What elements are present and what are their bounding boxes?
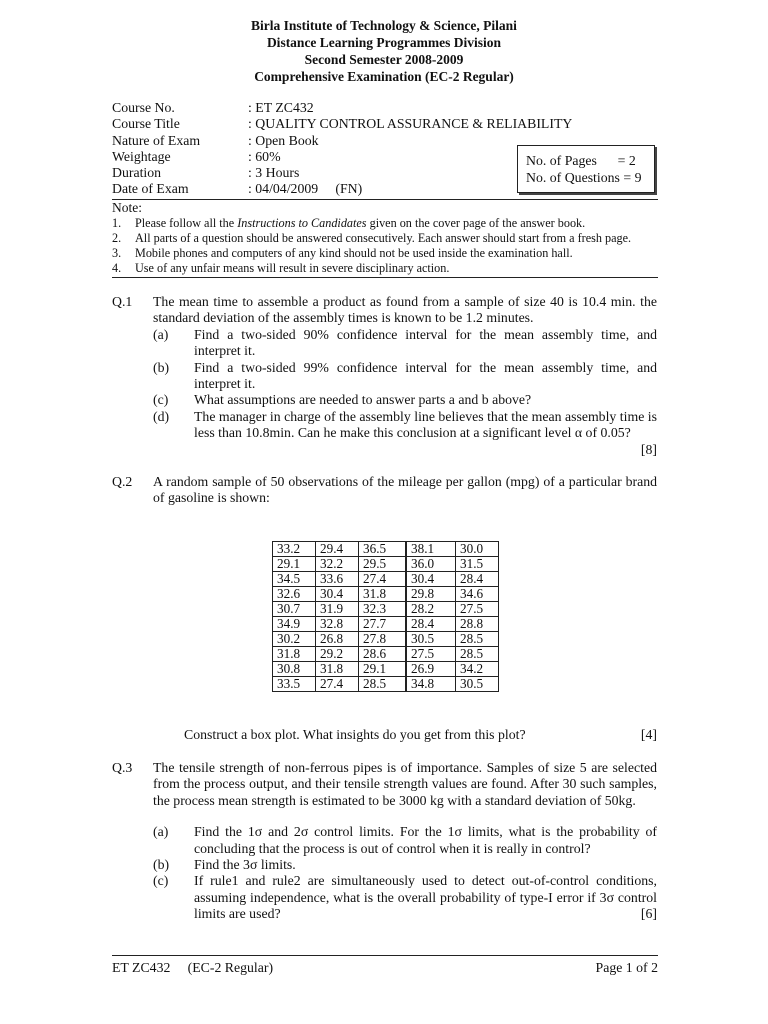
- exam-header: [0, 17, 768, 85]
- question-text: The mean time to assemble a product as found from a sample of size 40 is 10.4 min. the standard deviation of the assembly times is known to be 1.2 minutes.: [153, 294, 657, 326]
- part-label: (c): [153, 392, 169, 408]
- part-text: [194, 873, 657, 922]
- question-part: [153, 409, 657, 442]
- table-cell: 28.8: [456, 617, 499, 632]
- info-label: Weightage: [112, 148, 171, 164]
- info-label: Duration: [112, 165, 162, 181]
- table-cell: 38.1: [406, 542, 456, 557]
- marks: [4]: [640, 727, 657, 742]
- division-name: Distance Learning Programmes Division: [266, 35, 502, 50]
- part-text: The manager in charge of the assembly line believes that the mean assembly time is less than 10.8min. Can he make this conclusion at a significant level α of 0.05?: [194, 408, 657, 441]
- note-number: 3.: [112, 246, 122, 260]
- table-row: [273, 602, 499, 617]
- table-cell: 30.2: [273, 632, 316, 647]
- questions-count: No. of Questions = 9: [526, 169, 642, 185]
- task-row: [112, 727, 657, 743]
- info-row: [112, 116, 572, 132]
- table-cell: 28.5: [456, 632, 499, 647]
- info-label: Course Title: [112, 116, 180, 132]
- table-cell: 32.8: [316, 617, 359, 632]
- question-stem: [112, 294, 657, 327]
- note-item: [112, 216, 658, 231]
- table-cell: 33.2: [273, 542, 316, 557]
- note-text-italic: Instructions to Candidates: [237, 216, 367, 230]
- table-cell: 27.4: [359, 572, 407, 587]
- part-text: What assumptions are needed to answer parts a and b above?: [194, 392, 532, 408]
- table-cell: 34.2: [456, 662, 499, 677]
- note-text: Use of any unfair means will result in severe disciplinary action.: [135, 261, 450, 275]
- question-number: Q.3: [112, 760, 133, 775]
- table-row: [273, 677, 499, 692]
- question-1: [112, 294, 657, 458]
- table-cell: 33.5: [273, 677, 316, 692]
- info-row: [112, 181, 572, 197]
- question-stem: [112, 474, 657, 507]
- mpg-data-table: [272, 541, 499, 692]
- table-cell: 31.9: [316, 602, 359, 617]
- table-cell: 28.4: [456, 572, 499, 587]
- table-cell: 29.1: [359, 662, 407, 677]
- table-cell: 27.5: [406, 647, 456, 662]
- pages-count-box: [517, 145, 655, 193]
- note-number: 1.: [112, 216, 122, 230]
- part-label: (b): [153, 359, 170, 375]
- table-cell: 32.2: [316, 557, 359, 572]
- info-value: : 04/04/2009 (FN): [248, 181, 363, 197]
- question-stem: [112, 760, 657, 809]
- question-text: A random sample of 50 observations of the mileage per gallon (mpg) of a particular brand of gasoline is shown:: [153, 474, 657, 506]
- table-cell: 30.7: [273, 602, 316, 617]
- page-footer: [112, 955, 658, 976]
- semester: Second Semester 2008-2009: [304, 52, 464, 67]
- table-cell: 27.7: [359, 617, 407, 632]
- question-part: [153, 327, 657, 360]
- table-cell: 34.5: [273, 572, 316, 587]
- table-cell: 26.8: [316, 632, 359, 647]
- note-text-pre: Please follow all the: [135, 216, 238, 230]
- note-section: [112, 199, 658, 278]
- part-text: Find a two-sided 99% confidence interval for the mean assembly time, and interpret it.: [194, 359, 657, 392]
- course-info: [112, 100, 572, 198]
- question-text: The tensile strength of non-ferrous pipes is of importance. Samples of size 5 are selected from the process output, and their tensile strength values are found. After 30 such samples, the process mean strength is estimated to be 3000 kg with a standard deviation of 50kg.: [153, 760, 657, 808]
- note-item: [112, 261, 658, 276]
- question-part: [153, 873, 657, 922]
- part-text-content: If rule1 and rule2 are simultaneously used to detect out-of-control conditions, assuming independence, what is the overall probability of type-I error if 3σ control limits are used?: [194, 873, 657, 922]
- note-number: 2.: [112, 231, 122, 245]
- question-2: [112, 474, 657, 507]
- table-cell: 30.8: [273, 662, 316, 677]
- table-row: [273, 557, 499, 572]
- table-cell: 31.5: [456, 557, 499, 572]
- page-number: Page 1 of 2: [595, 960, 658, 975]
- part-text: Find a two-sided 90% confidence interval for the mean assembly time, and interpret it.: [194, 326, 657, 359]
- table-cell: 29.1: [273, 557, 316, 572]
- note-item: [112, 246, 658, 261]
- table-cell: 30.4: [316, 587, 359, 602]
- table-cell: 28.2: [406, 602, 456, 617]
- info-value: : 3 Hours: [248, 165, 300, 181]
- table-cell: 30.0: [456, 542, 499, 557]
- table-cell: 32.6: [273, 587, 316, 602]
- footer-course: ET ZC432 (EC-2 Regular): [112, 960, 274, 975]
- table-cell: 29.4: [316, 542, 359, 557]
- note-number: 4.: [112, 261, 122, 275]
- question-part: [153, 824, 657, 857]
- note-item: [112, 231, 658, 246]
- table-cell: 29.8: [406, 587, 456, 602]
- info-label: Nature of Exam: [112, 132, 201, 148]
- part-label: (a): [153, 824, 169, 840]
- table-cell: 31.8: [273, 647, 316, 662]
- table-cell: 31.8: [316, 662, 359, 677]
- table-cell: 28.5: [359, 677, 407, 692]
- question-part: [153, 857, 657, 873]
- table-cell: 28.6: [359, 647, 407, 662]
- table-cell: 27.8: [359, 632, 407, 647]
- info-label: Date of Exam: [112, 181, 189, 197]
- part-text: Find the 1σ and 2σ control limits. For the 1σ limits, what is the probability of concluding that the process is out of control when it is really in control?: [194, 824, 657, 856]
- part-label: (b): [153, 857, 170, 873]
- table-cell: 33.6: [316, 572, 359, 587]
- table-cell: 26.9: [406, 662, 456, 677]
- table-cell: 30.4: [406, 572, 456, 587]
- info-row: [112, 133, 572, 149]
- table-cell: 32.3: [359, 602, 407, 617]
- info-row: [112, 100, 572, 116]
- table-cell: 27.4: [316, 677, 359, 692]
- info-value: : Open Book: [248, 132, 319, 148]
- info-value: : ET ZC432: [248, 100, 314, 115]
- table-cell: 34.9: [273, 617, 316, 632]
- question-part: [153, 392, 657, 408]
- table-cell: 28.5: [456, 647, 499, 662]
- table-cell: 34.6: [456, 587, 499, 602]
- note-text: All parts of a question should be answered consecutively. Each answer should start from a fresh page.: [135, 231, 632, 245]
- table-cell: 36.5: [359, 542, 407, 557]
- info-value: : QUALITY CONTROL ASSURANCE & RELIABILITY: [248, 116, 573, 132]
- question-3: [112, 760, 657, 923]
- table-cell: 28.4: [406, 617, 456, 632]
- question-part: [153, 360, 657, 393]
- pages-count: No. of Pages = 2: [526, 153, 636, 168]
- table-cell: 30.5: [406, 632, 456, 647]
- question-number: Q.2: [112, 474, 133, 489]
- marks: [8]: [640, 441, 657, 457]
- institute-name: Birla Institute of Technology & Science, Pilani: [251, 18, 517, 33]
- info-value: : 60%: [248, 148, 281, 164]
- table-row: [273, 617, 499, 632]
- marks: [6]: [640, 906, 657, 922]
- part-label: (d): [153, 408, 170, 424]
- note-title: Note:: [112, 199, 658, 216]
- note-divider: [112, 277, 658, 278]
- part-label: (c): [153, 873, 169, 889]
- spacer: [112, 809, 657, 824]
- mpg-table-body: [273, 542, 499, 692]
- info-row: [112, 149, 572, 165]
- table-cell: 36.0: [406, 557, 456, 572]
- part-label: (a): [153, 326, 169, 342]
- table-row: [273, 542, 499, 557]
- table-cell: 29.2: [316, 647, 359, 662]
- part-text: Find the 3σ limits.: [194, 857, 296, 873]
- question-number: Q.1: [112, 294, 133, 309]
- table-row: [273, 632, 499, 647]
- task-text: Construct a box plot. What insights do you get from this plot?: [184, 727, 526, 742]
- table-cell: 27.5: [456, 602, 499, 617]
- table-row: [273, 647, 499, 662]
- table-row: [273, 587, 499, 602]
- table-row: [273, 662, 499, 677]
- table-row: [273, 572, 499, 587]
- table-cell: 30.5: [456, 677, 499, 692]
- exam-title: Comprehensive Examination (EC-2 Regular): [254, 69, 514, 84]
- table-cell: 29.5: [359, 557, 407, 572]
- note-text: Mobile phones and computers of any kind should not be used inside the examination hall.: [135, 246, 573, 260]
- table-cell: 34.8: [406, 677, 456, 692]
- note-text: [135, 216, 585, 231]
- info-label: Course No.: [112, 100, 175, 115]
- table-cell: 31.8: [359, 587, 407, 602]
- note-text-post: given on the cover page of the answer book.: [366, 216, 586, 230]
- info-row: [112, 165, 572, 181]
- question-2-task: [112, 727, 657, 743]
